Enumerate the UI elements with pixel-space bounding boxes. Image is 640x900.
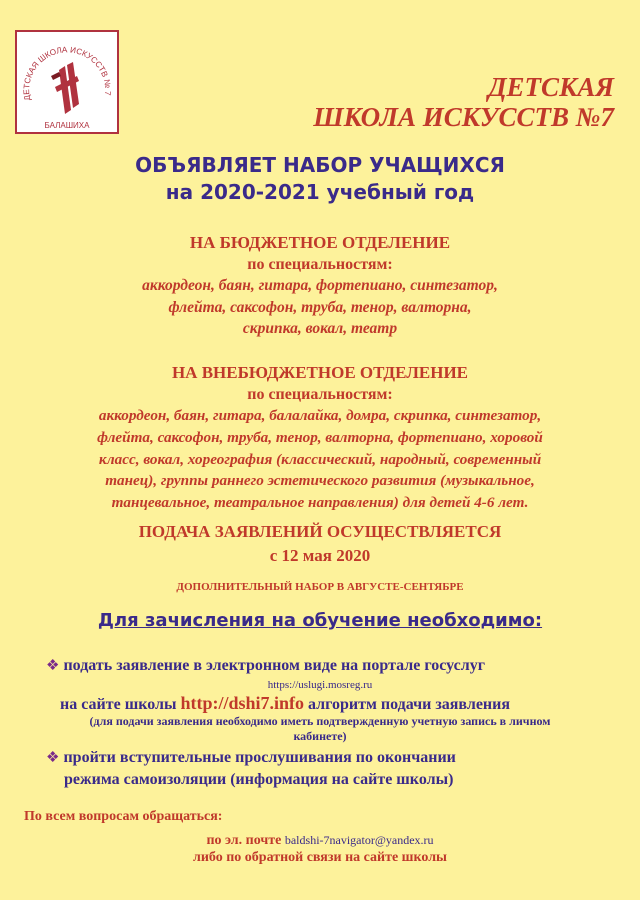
- budget-specialties: [0, 275, 640, 340]
- enroll-heading-wrap: [0, 610, 640, 631]
- logo-emblem-icon: [17, 32, 117, 132]
- paid-section: [0, 362, 640, 514]
- paid-specialties: [0, 405, 640, 514]
- logo-city-text: БАЛАШИХА: [44, 121, 90, 130]
- requirement-text-2: пройти вступительные прослушивания по окончании: [63, 749, 456, 766]
- budget-line: флейта, саксофон, труба, тенор, валторна,: [168, 298, 472, 316]
- contact-email-link[interactable]: baldshi-7navigator@yandex.ru: [284, 833, 434, 847]
- budget-heading: НА БЮДЖЕТНОЕ ОТДЕЛЕНИЕ: [189, 233, 451, 252]
- logo-arc-text: ДЕТСКАЯ ШКОЛА ИСКУССТВ № 7: [22, 45, 113, 102]
- school-title: [313, 72, 614, 132]
- account-note: [0, 714, 640, 744]
- requirement-text-1: подать заявление в электронном виде на портале госуслуг: [63, 657, 485, 674]
- budget-line: аккордеон, баян, гитара, фортепиано, синтезатор,: [142, 277, 498, 294]
- announcement: [0, 152, 640, 206]
- announcement-line-1: ОБЪЯВЛЯЕТ НАБОР УЧАЩИХСЯ: [135, 153, 505, 177]
- requirement-text-2-cont: режима самоизоляции (информация на сайте школы): [64, 771, 454, 788]
- feedback-line: либо по обратной связи на сайте школы: [192, 850, 447, 865]
- title-line-1: ДЕТСКАЯ: [488, 72, 614, 102]
- title-line-2: ШКОЛА ИСКУССТВ №7: [313, 102, 614, 132]
- gosuslugi-link[interactable]: https://uslugi.mosreg.ru: [267, 679, 373, 691]
- paid-line: танцевальное, театральное направления) для детей 4-6 лет.: [111, 494, 529, 512]
- requirement-item-1: [46, 656, 485, 676]
- paid-line: класс, вокал, хореография (классический, народный, современный: [98, 450, 542, 468]
- application-date: с 12 мая 2020: [269, 546, 371, 565]
- account-note-line-2: кабинете): [293, 729, 347, 743]
- application-line-1: ПОДАЧА ЗАЯВЛЕНИЙ ОСУЩЕСТВЛЯЕТСЯ: [138, 522, 502, 541]
- site-prefix: на сайте школы: [60, 696, 177, 713]
- paid-line: флейта, саксофон, труба, тенор, валторна, фортепиано, хоровой: [97, 428, 543, 446]
- additional-enrollment: ДОПОЛНИТЕЛЬНЫЙ НАБОР В АВГУСТЕ-СЕНТЯБРЕ: [176, 581, 464, 593]
- diamond-bullet-icon: ❖: [46, 658, 60, 674]
- budget-section: [0, 232, 640, 340]
- school-site-link[interactable]: http://dshi7.info: [180, 693, 305, 713]
- contacts-email-line: [0, 831, 640, 850]
- school-logo: [15, 30, 119, 134]
- paid-line: аккордеон, баян, гитара, балалайка, домра, скрипка, синтезатор,: [98, 407, 542, 424]
- announcement-line-2: на 2020-2021 учебный год: [165, 180, 475, 204]
- enroll-heading: Для зачисления на обучение необходимо:: [97, 610, 543, 631]
- paid-heading: НА ВНЕБЮДЖЕТНОЕ ОТДЕЛЕНИЕ: [171, 363, 469, 382]
- email-prefix: по эл. почте: [206, 833, 282, 848]
- school-site-line: [60, 693, 510, 715]
- application-section: [0, 520, 640, 594]
- account-note-line-1: (для подачи заявления необходимо иметь подтвержденную учетную запись в личном: [89, 714, 551, 728]
- requirement-item-2: [46, 748, 456, 768]
- budget-subheading: по специальностям:: [247, 256, 393, 273]
- diamond-bullet-icon: ❖: [46, 750, 60, 766]
- budget-line: скрипка, вокал, театр: [242, 320, 398, 337]
- paid-subheading: по специальностям:: [247, 386, 393, 403]
- site-suffix: алгоритм подачи заявления: [308, 696, 511, 713]
- paid-line: танец), группы раннего эстетического развития (музыкальное,: [105, 472, 535, 490]
- contacts-heading: По всем вопросам обращаться:: [24, 809, 223, 824]
- gosuslugi-link-wrap: [0, 679, 640, 692]
